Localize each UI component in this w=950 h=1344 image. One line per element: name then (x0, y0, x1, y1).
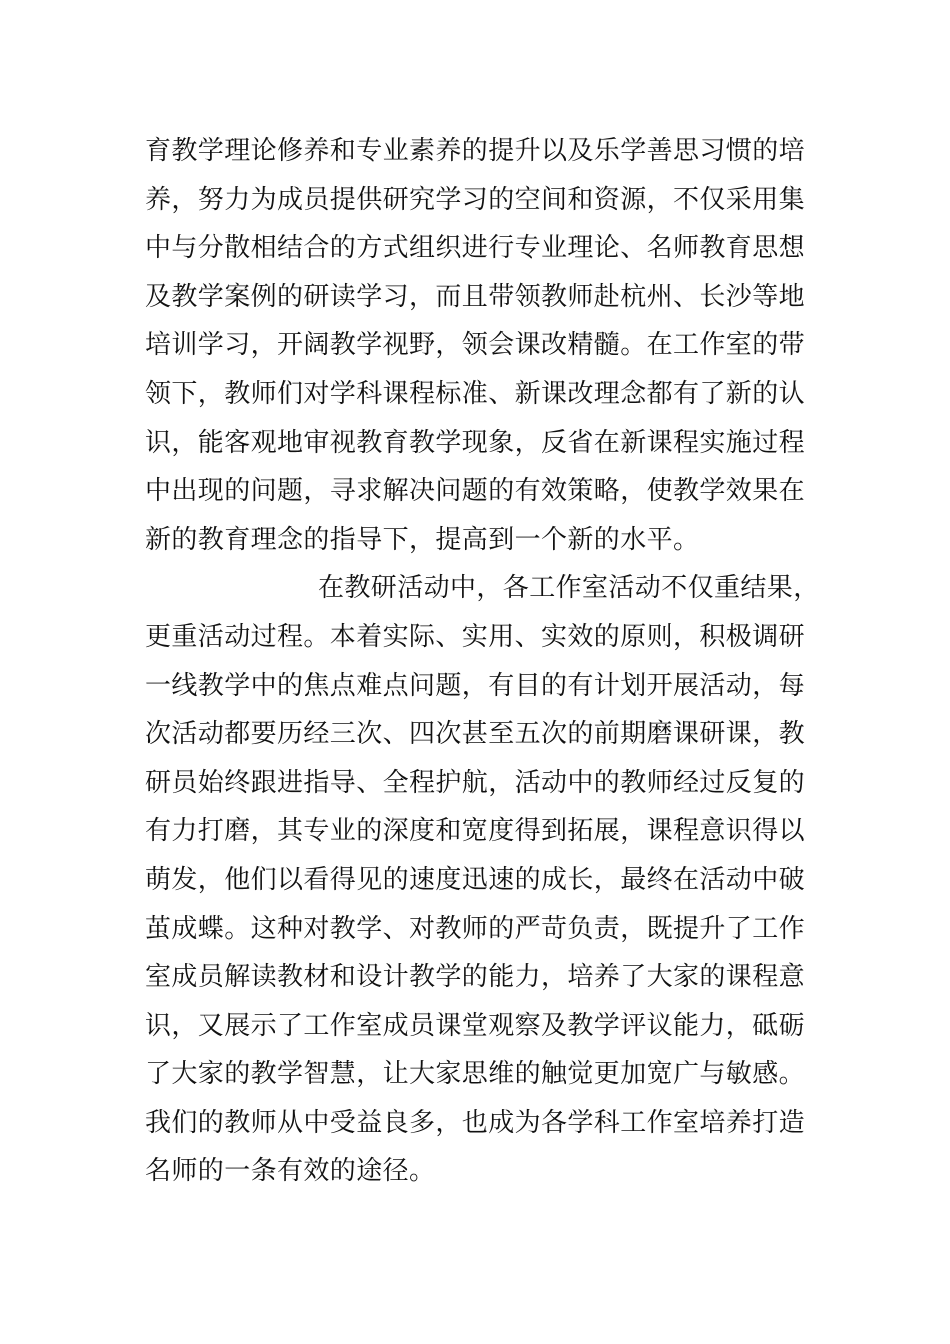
text-line: 了大家的教学智慧，让大家思维的触觉更加宽广与敏感。 (145, 1059, 806, 1090)
text-line: 识，又展示了工作室成员课堂观察及教学评议能力，砥砺 (145, 1010, 806, 1041)
text-line: 养，努力为成员提供研究学习的空间和资源，不仅采用集 (145, 184, 806, 215)
text-line: 中与分散相结合的方式组织进行专业理论、名师教育思想 (145, 233, 806, 264)
text-line: 育教学理论修养和专业素养的提升以及乐学善思习惯的培 (145, 136, 806, 166)
text-line: 次活动都要历经三次、四次甚至五次的前期磨课研课，教 (145, 719, 806, 750)
text-line: 一线教学中的焦点难点问题，有目的有计划开展活动，每 (145, 670, 806, 701)
paragraph-start-line: 在教研活动中，各工作室活动不仅重结果， (318, 573, 820, 604)
text-line: 室成员解读教材和设计教学的能力，培养了大家的课程意 (145, 962, 806, 993)
body-text (0, 127, 950, 1196)
text-line: 茧成蝶。这种对教学、对教师的严苛负责，既提升了工作 (145, 913, 806, 944)
text-line: 领下，教师们对学科课程标准、新课改理念都有了新的认 (145, 378, 806, 409)
text-line: 培训学习，开阔教学视野，领会课改精髓。在工作室的带 (145, 330, 806, 361)
text-line: 研员始终跟进指导、全程护航，活动中的教师经过反复的 (145, 767, 806, 798)
text-line: 萌发，他们以看得见的速度迅速的成长，最终在活动中破 (145, 864, 806, 895)
text-line: 中出现的问题，寻求解决问题的有效策略，使教学效果在 (145, 476, 806, 507)
text-line: 新的教育理念的指导下，提高到一个新的水平。 (145, 524, 700, 555)
text-line: 我们的教师从中受益良多，也成为各学科工作室培养打造 (145, 1107, 806, 1138)
text-line: 有力打磨，其专业的深度和宽度得到拓展，课程意识得以 (145, 816, 806, 847)
text-line: 及教学案例的研读学习，而且带领教师赴杭州、长沙等地 (145, 281, 806, 312)
text-line: 更重活动过程。本着实际、实用、实效的原则，积极调研 (145, 621, 806, 652)
text-line: 识，能客观地审视教育教学现象，反省在新课程实施过程 (145, 427, 806, 458)
text-line: 名师的一条有效的途径。 (145, 1156, 436, 1187)
